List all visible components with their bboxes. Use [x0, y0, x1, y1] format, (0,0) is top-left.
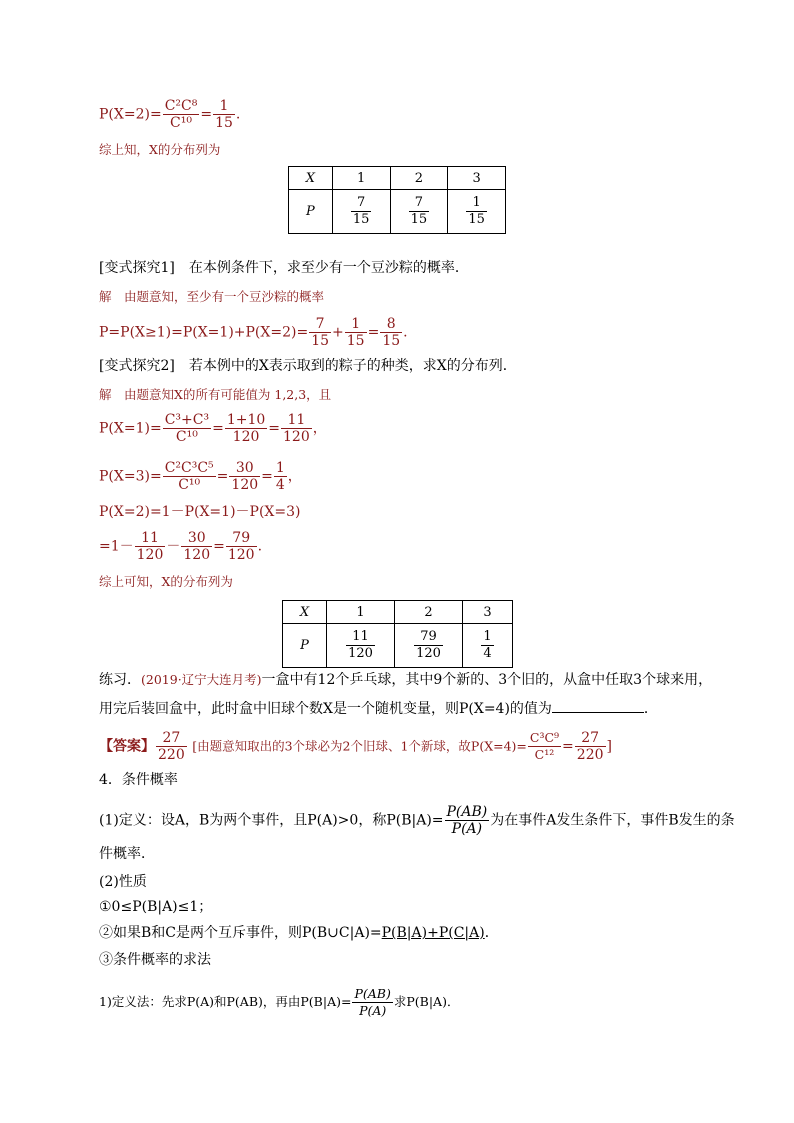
equals: = [213, 538, 225, 555]
denominator: 15 [382, 333, 401, 349]
denominator: C¹⁰ [175, 429, 198, 445]
numerator: C³+C³ [164, 412, 210, 428]
answer-line [99, 730, 612, 763]
section-4-title: 4．条件概率 [99, 772, 178, 788]
numerator: 27 [156, 730, 187, 747]
formula-px2-result [99, 530, 262, 563]
definition-cont: 件概率． [99, 846, 155, 862]
denominator: 220 [158, 747, 185, 763]
period: . [257, 538, 263, 555]
summary-2: 综上可知，X的分布列为 [99, 574, 233, 589]
period: . [235, 106, 241, 123]
numerator: 30 [229, 460, 260, 477]
property-1: ①0≤P(B|A)≤1； [99, 899, 213, 915]
variant-1-solution: 解 由题意知，至少有一个豆沙粽的概率 [99, 289, 325, 304]
fraction [163, 98, 200, 131]
table-row-label: P [289, 190, 333, 234]
denominator: 4 [275, 477, 285, 493]
exercise-line-2 [99, 698, 658, 719]
method-1 [99, 986, 459, 1019]
exercise-label: 练习． [99, 672, 141, 688]
numerator: 7 [409, 195, 430, 212]
formula-text: P=P(X≥1)=P(X=1)+P(X=2)= [99, 324, 309, 341]
denominator: C¹⁰ [170, 115, 192, 131]
equals: = [268, 420, 280, 437]
table-header-cell: 1 [327, 601, 395, 624]
minus: － [166, 538, 181, 555]
definition-text: 为在事件A发生条件下，事件B发生的条 [490, 812, 735, 829]
equals: = [200, 106, 213, 123]
answer-explanation: [由题意知取出的3个球必为2个旧球、1个新球，故P(X=4)= [192, 738, 527, 754]
table-cell [462, 624, 512, 668]
equals: = [216, 468, 229, 485]
denominator: 120 [232, 429, 260, 445]
table-header-cell: 1 [332, 167, 390, 190]
denominator: C¹² [534, 747, 555, 762]
answer-label: 【答案】 [99, 738, 155, 755]
formula-px1 [99, 412, 327, 445]
period: . [403, 324, 408, 341]
exercise-text: 用完后装回盒中，此时盒中旧球个数X是一个随机变量，则P(X=4)的值为 [99, 701, 552, 717]
numerator: 1 [483, 629, 492, 644]
numerator: 79 [226, 530, 257, 547]
table-cell [332, 190, 390, 234]
variant-1-formula [99, 316, 408, 349]
formula-text: P(X=1)= [99, 420, 162, 437]
property-answer: P(B|A)+P(C|A) [381, 925, 485, 941]
denominator: 120 [416, 646, 441, 661]
numerator: 1 [213, 98, 235, 115]
period: ． [643, 701, 658, 717]
numerator: 11 [281, 412, 312, 429]
equals: = [212, 420, 224, 437]
equals: = [261, 468, 273, 485]
denominator: 15 [352, 212, 370, 227]
period: ． [484, 925, 499, 941]
plus: + [332, 324, 344, 341]
table-cell [390, 190, 448, 234]
table-row-label: P [283, 624, 327, 668]
numerator: C²C⁸ [164, 98, 198, 114]
properties-title: (2)性质 [99, 874, 147, 890]
denominator: 15 [215, 115, 233, 131]
denominator: 120 [283, 429, 310, 445]
answer-blank[interactable] [552, 698, 644, 713]
numerator: 11 [135, 530, 166, 547]
numerator: P(AB) [354, 986, 391, 1001]
numerator: 11 [346, 629, 375, 646]
table-header-cell: X [283, 601, 327, 624]
table-header-cell: 2 [395, 601, 463, 624]
numerator: 30 [181, 530, 212, 547]
numerator: 1 [466, 195, 487, 212]
formula-text: =1－ [99, 538, 134, 555]
formula-text: P(X=2)= [99, 106, 162, 123]
formula-px2 [99, 98, 240, 131]
comma: ， [287, 468, 302, 485]
table-cell [448, 190, 506, 234]
denominator: 15 [346, 333, 365, 349]
denominator: P(A) [359, 1003, 387, 1018]
exercise-text: 一盒中有12个乒乓球，其中9个新的、3个旧的，从盒中任取3个球来用， [261, 672, 713, 688]
numerator: 1 [345, 316, 367, 333]
numerator: 27 [575, 730, 606, 747]
numerator: P(AB) [446, 804, 488, 820]
denominator: P(A) [451, 821, 483, 837]
numerator: 1 [275, 460, 285, 476]
numerator: 8 [380, 316, 402, 333]
variant-2-solution: 解 由题意知X的所有可能值为 1,2,3，且 [99, 387, 332, 402]
denominator: 15 [311, 333, 330, 349]
table-header-cell: 2 [390, 167, 448, 190]
comma: ， [312, 420, 327, 437]
denominator: C¹⁰ [178, 477, 201, 493]
denominator: 120 [227, 547, 255, 563]
method-text: 求P(B|A)． [393, 994, 460, 1009]
numerator: 7 [351, 195, 372, 212]
variant-1-title: [变式探究1] 在本例条件下，求至少有一个豆沙粽的概率． [99, 260, 469, 276]
property-text: ②如果B和C是两个互斥事件，则P(B∪C|A)= [99, 925, 382, 941]
numerator: 1+10 [226, 412, 266, 428]
table-cell [395, 624, 463, 668]
equals: = [367, 324, 380, 341]
exercise-source: (2019·辽宁大连月考) [141, 672, 262, 687]
summary-1: 综上知，X的分布列为 [99, 142, 221, 157]
table-cell [327, 624, 395, 668]
denominator: 220 [576, 747, 604, 763]
numerator: 7 [309, 316, 331, 333]
formula-text: P(X=3)= [99, 468, 162, 485]
numerator: C²C³C⁵ [164, 460, 214, 476]
table-header-cell: 3 [448, 167, 506, 190]
bracket: ] [606, 738, 612, 755]
exercise-line-1 [99, 670, 712, 690]
denominator: 120 [231, 477, 259, 493]
property-3: ③条件概率的求法 [99, 952, 211, 968]
denominator: 15 [410, 212, 428, 227]
property-2 [99, 923, 499, 943]
definition-text: (1)定义：设A，B为两个事件，且P(A)>0，称P(B|A)= [99, 812, 444, 829]
formula-px3 [99, 460, 302, 493]
fraction [213, 98, 235, 131]
variant-2-title: [变式探究2] 若本例中的X表示取到的粽子的种类，求X的分布列． [99, 358, 517, 374]
distribution-table-1 [288, 166, 506, 234]
definition-line [99, 804, 735, 837]
denominator: 4 [483, 646, 492, 661]
denominator: 120 [183, 547, 211, 563]
table-header-cell: 3 [462, 601, 512, 624]
denominator: 120 [348, 646, 373, 661]
distribution-table-2 [282, 600, 513, 668]
table-header-cell: X [289, 167, 333, 190]
numerator: C³C⁹ [529, 730, 560, 745]
numerator: 79 [414, 629, 443, 646]
equals: = [562, 738, 574, 755]
method-text: 1)定义法：先求P(A)和P(AB)，再由P(B|A)= [99, 994, 352, 1009]
formula-px2-line: P(X=2)=1－P(X=1)－P(X=3) [99, 504, 301, 520]
denominator: 15 [468, 212, 485, 227]
denominator: 120 [136, 547, 164, 563]
